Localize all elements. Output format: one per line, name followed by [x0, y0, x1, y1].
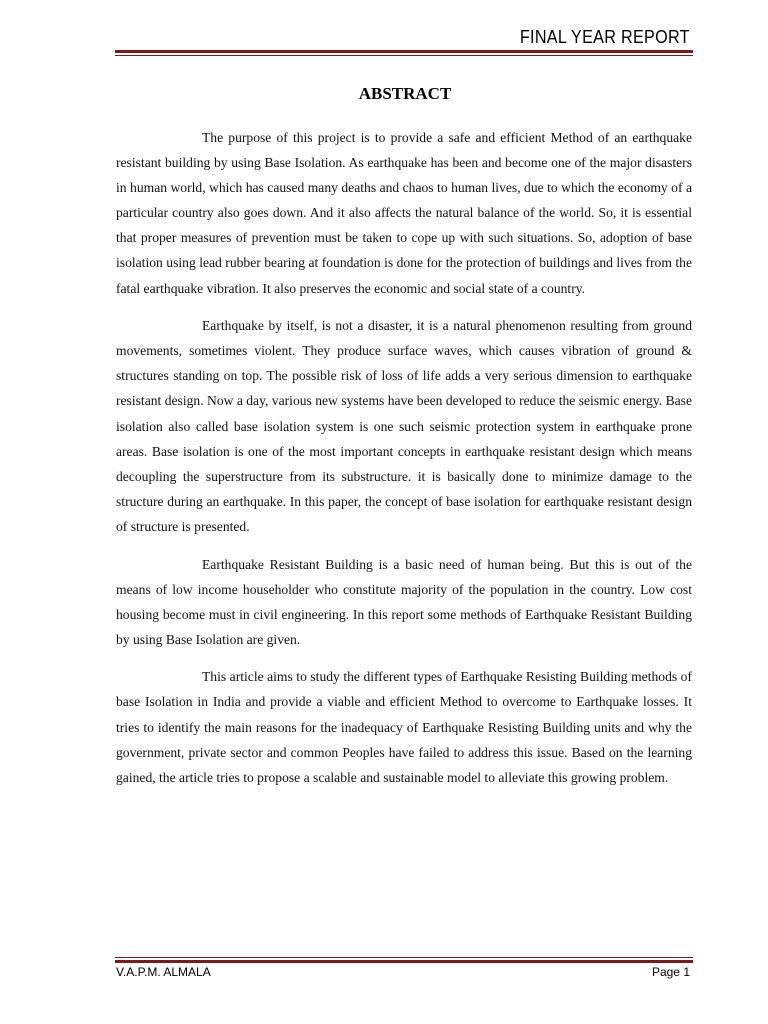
header-rule-thick	[115, 50, 693, 53]
abstract-heading: ABSTRACT	[358, 84, 452, 103]
paragraph-3: Earthquake Resistant Building is a basic need of human being. But this is out of the means of low income householder who constitute majority of the population in the country. Low cost housing become must in civil engineering. In this report some methods of Earthquake Resistant Building by using Base Isolation are given.	[116, 556, 692, 647]
page-number: Page 1	[651, 965, 690, 979]
footer-author: V.A.P.M. ALMALA	[116, 965, 211, 979]
header-title: FINAL YEAR REPORT	[520, 27, 690, 47]
paragraph-2: Earthquake by itself, is not a disaster, it is a natural phenomenon resulting from ground movements, sometimes violent. They produce surface waves, which causes vibration of ground & structures standing on top. The possible risk of loss of life adds a very serious dimension to earthquake resistant design. Now a day, various new systems have been developed to reduce the seismic energy. Base isolation also called base isolation system is one such seismic protection system in earthquake prone areas. Base isolation is one of the most important concepts in earthquake resistant design which means decoupling the superstructure from its substructure. it is basically done to minimize damage to the structure during an earthquake. In this paper, the concept of base isolation for earthquake resistant design of structure is presented.	[116, 318, 692, 534]
abstract-body	[116, 125, 692, 802]
footer-rule-thick	[115, 960, 693, 963]
header-rule-thin	[115, 55, 693, 56]
footer-rule-thin	[115, 957, 693, 958]
paragraph-1: The purpose of this project is to provide a safe and efficient Method of an earthquake resistant building by using Base Isolation. As earthquake has been and become one of the major disasters in human world, which has caused many deaths and chaos to human lives, due to which the economy of a particular country also goes down. And it also affects the natural balance of the world. So, it is essential that proper measures of prevention must be taken to cope up with such situations. So, adoption of base isolation using lead rubber bearing at foundation is done for the protection of buildings and lives from the fatal earthquake vibration. It also preserves the economic and social state of a country.	[116, 130, 692, 296]
paragraph-4: This article aims to study the different types of Earthquake Resisting Building methods of base Isolation in India and provide a viable and efficient Method to overcome to Earthquake losses. It tries to identify the main reasons for the inadequacy of Earthquake Resisting Building units and why the government, private sector and common Peoples have failed to address this issue. Based on the learning gained, the article tries to propose a scalable and sustainable model to alleviate this growing problem.	[116, 669, 692, 785]
